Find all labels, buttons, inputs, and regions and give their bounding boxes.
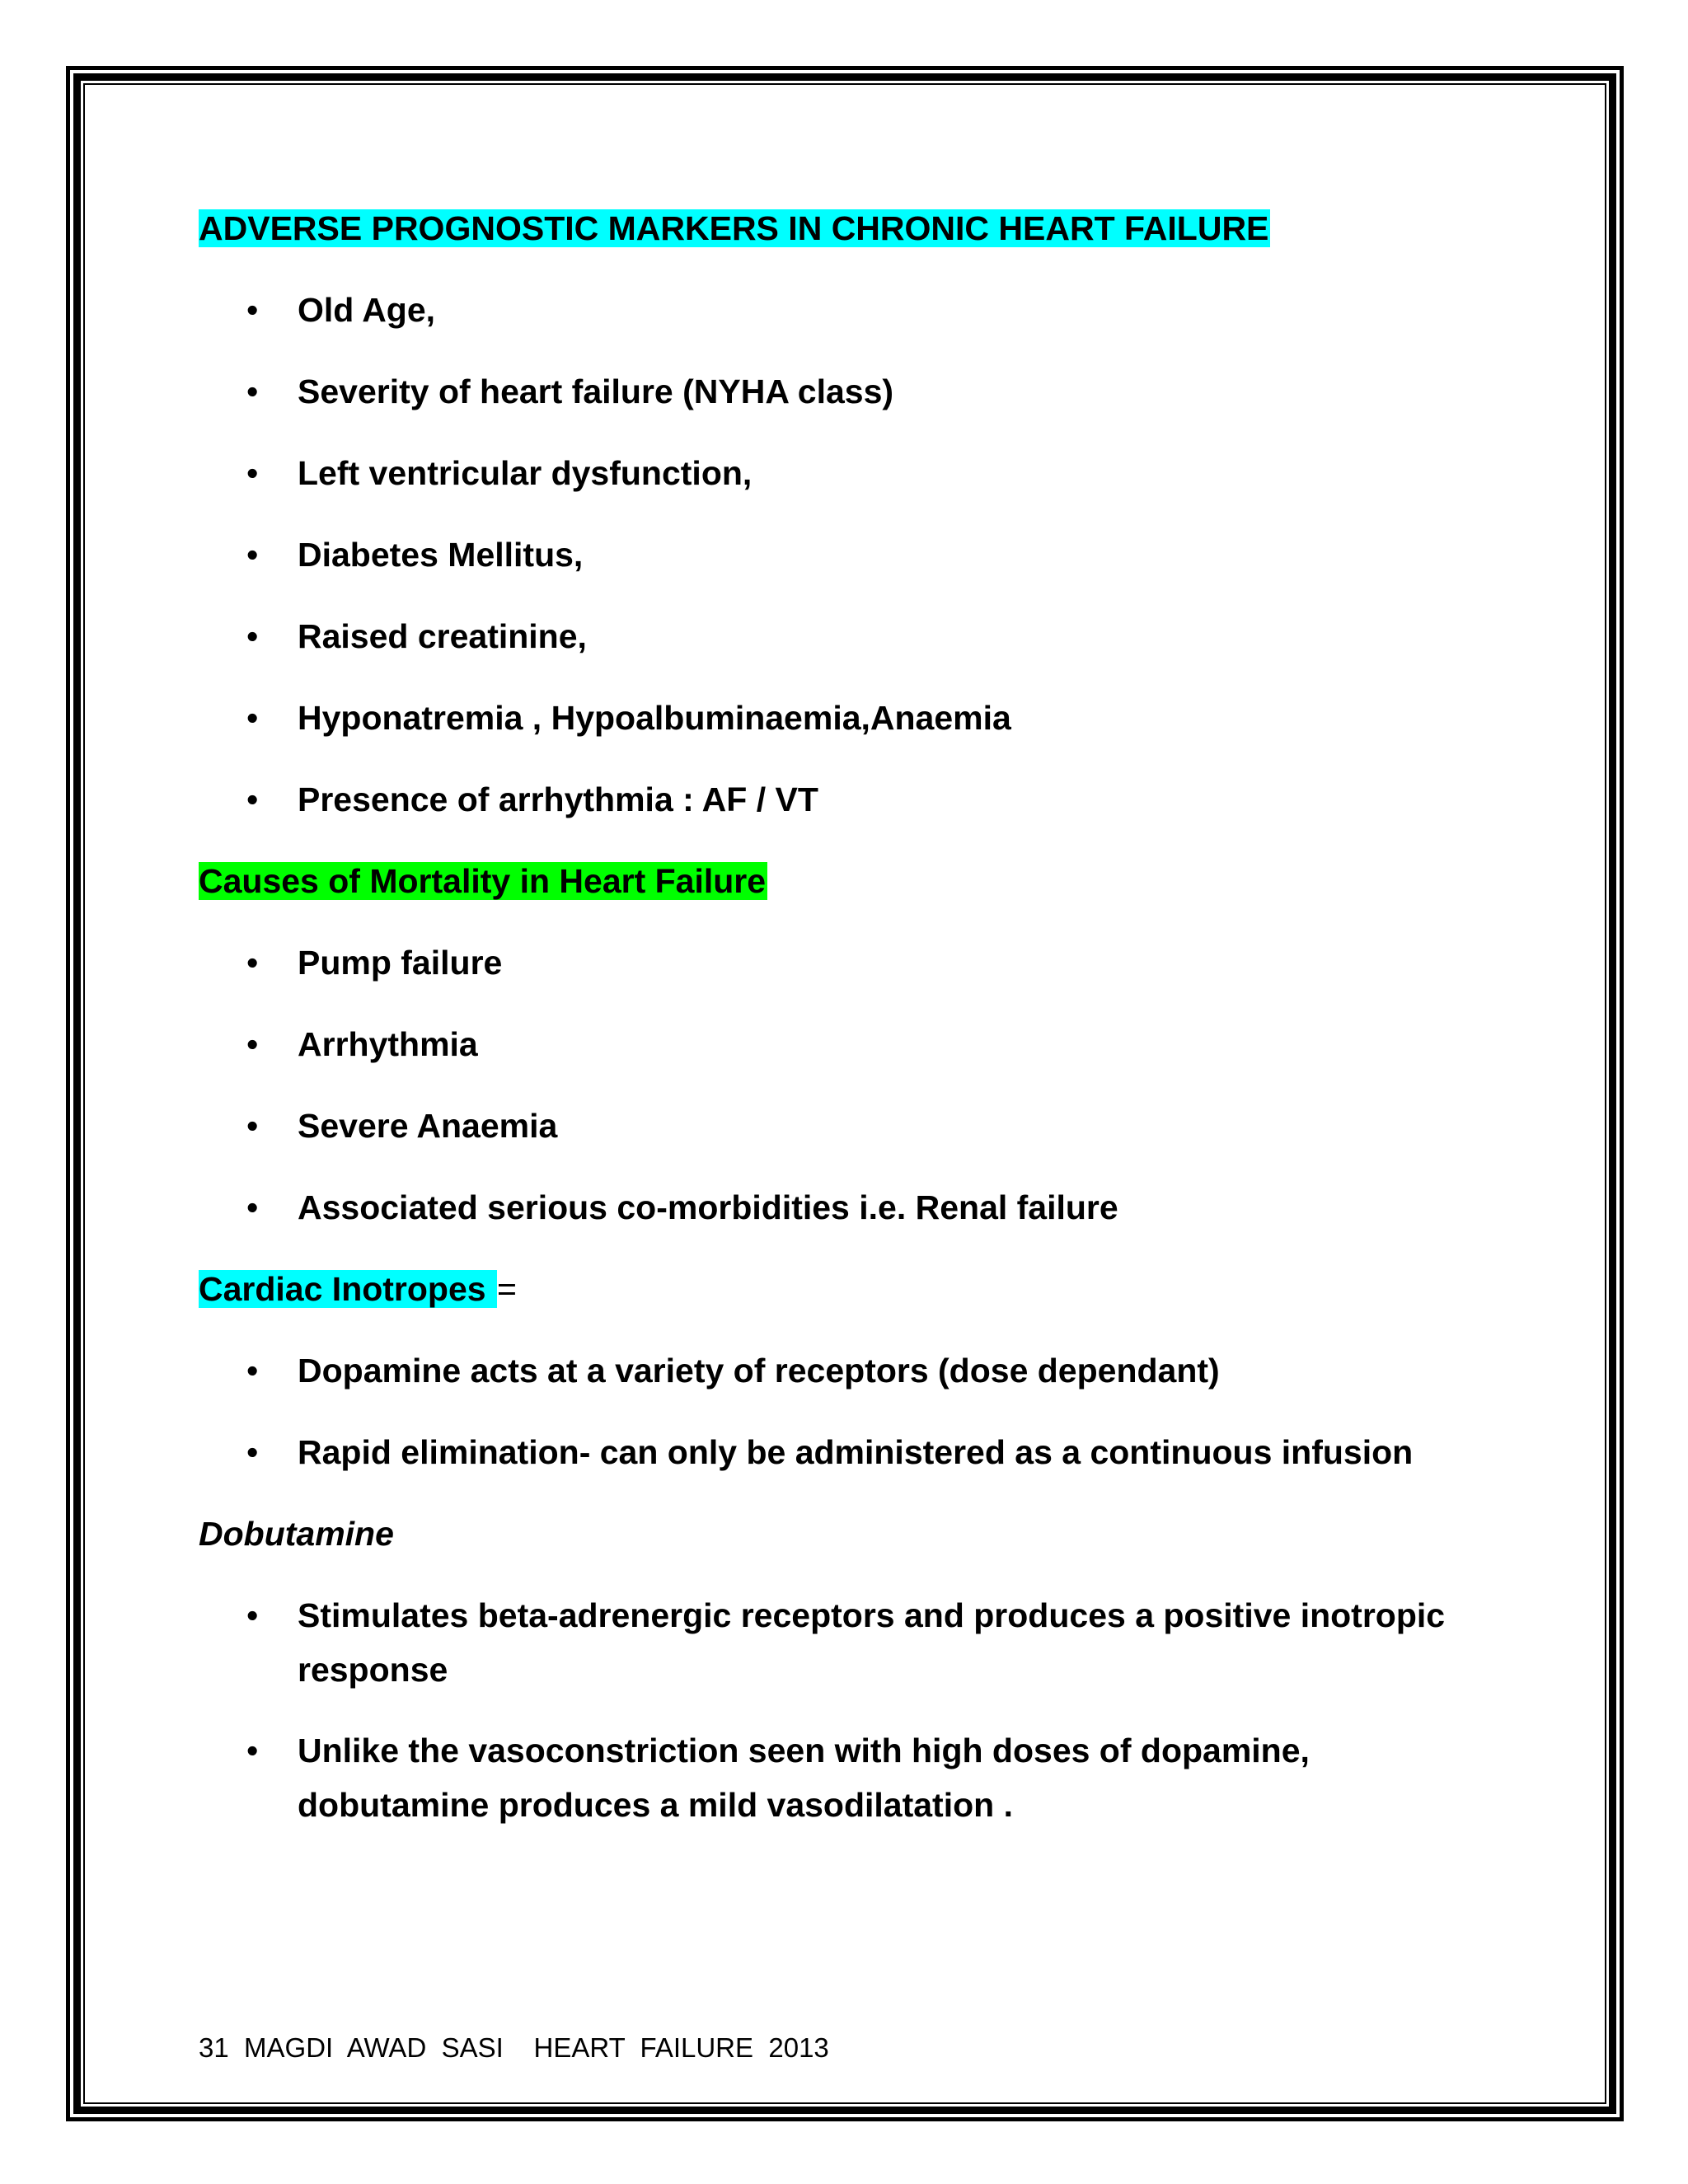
- mortality-causes-heading: [199, 854, 1484, 909]
- list-item-text: Left ventricular dysfunction,: [298, 454, 753, 492]
- bullet-icon: •: [246, 454, 259, 492]
- list-item: [199, 1343, 1484, 1399]
- list-item-text: Severe Anaemia: [298, 1107, 558, 1145]
- bullet-icon: •: [246, 944, 259, 982]
- list-item: [199, 527, 1484, 583]
- list-item: [199, 364, 1484, 419]
- list-item-text: Pump failure: [298, 944, 503, 982]
- page-content: [199, 201, 1484, 1858]
- list-item: [199, 1723, 1484, 1832]
- list-item: [199, 1180, 1484, 1235]
- list-item: [199, 609, 1484, 664]
- list-item: [199, 1099, 1484, 1154]
- list-item: [199, 1588, 1484, 1697]
- list-item: [199, 935, 1484, 991]
- list-item-text: Hyponatremia , Hypoalbuminaemia,Anaemia: [298, 699, 1011, 737]
- list-item-text: Old Age,: [298, 291, 436, 329]
- list-item: [199, 1017, 1484, 1072]
- list-item: [199, 283, 1484, 338]
- bullet-icon: •: [246, 1025, 259, 1063]
- dobutamine-heading: Dobutamine: [199, 1515, 394, 1553]
- page-footer: 31 MAGDI AWAD SASI HEART FAILURE 2013: [199, 2032, 829, 2063]
- list-item: [199, 446, 1484, 501]
- list-item-text: Rapid elimination- can only be administered as a continuous infusion: [298, 1433, 1414, 1471]
- adverse-markers-heading: [199, 201, 1484, 256]
- list-item-text: Associated serious co-morbidities i.e. Renal failure: [298, 1188, 1118, 1226]
- list-item-text: Diabetes Mellitus,: [298, 536, 584, 574]
- bullet-icon: •: [246, 1188, 259, 1226]
- list-item-text: Presence of arrhythmia : AF / VT: [298, 780, 818, 818]
- bullet-icon: •: [246, 1732, 259, 1769]
- bullet-icon: •: [246, 373, 259, 410]
- bullet-icon: •: [246, 1352, 259, 1390]
- list-item-text: Severity of heart failure (NYHA class): [298, 373, 894, 410]
- bullet-icon: •: [246, 291, 259, 329]
- cardiac-inotropes-heading-text: Cardiac Inotropes: [199, 1270, 495, 1308]
- cardiac-inotropes-heading: [199, 1262, 1484, 1317]
- cardiac-inotropes-heading-suffix: =: [496, 1270, 517, 1308]
- adverse-markers-list: [199, 283, 1484, 827]
- list-item-text: Stimulates beta-adrenergic receptors and produces a positive inotropic response: [298, 1596, 1446, 1689]
- list-item-text: Raised creatinine,: [298, 617, 587, 655]
- cardiac-inotropes-list: [199, 1343, 1484, 1480]
- list-item-text: Arrhythmia: [298, 1025, 478, 1063]
- bullet-icon: •: [246, 536, 259, 574]
- bullet-icon: •: [246, 617, 259, 655]
- list-item: [199, 772, 1484, 827]
- bullet-icon: •: [246, 1596, 259, 1634]
- bullet-icon: •: [246, 780, 259, 818]
- dobutamine-list: [199, 1588, 1484, 1832]
- bullet-icon: •: [246, 699, 259, 737]
- mortality-causes-heading-text: Causes of Mortality in Heart Failure: [199, 862, 767, 900]
- list-item: [199, 691, 1484, 746]
- list-item: [199, 1425, 1484, 1480]
- adverse-markers-heading-text: ADVERSE PROGNOSTIC MARKERS IN CHRONIC HEART FAILURE: [199, 209, 1269, 247]
- list-item-text: Dopamine acts at a variety of receptors (dose dependant): [298, 1352, 1220, 1390]
- list-item-text: Unlike the vasoconstriction seen with high doses of dopamine, dobutamine produces a mild vasodilatation .: [298, 1732, 1310, 1824]
- bullet-icon: •: [246, 1433, 259, 1471]
- bullet-icon: •: [246, 1107, 259, 1145]
- mortality-causes-list: [199, 935, 1484, 1235]
